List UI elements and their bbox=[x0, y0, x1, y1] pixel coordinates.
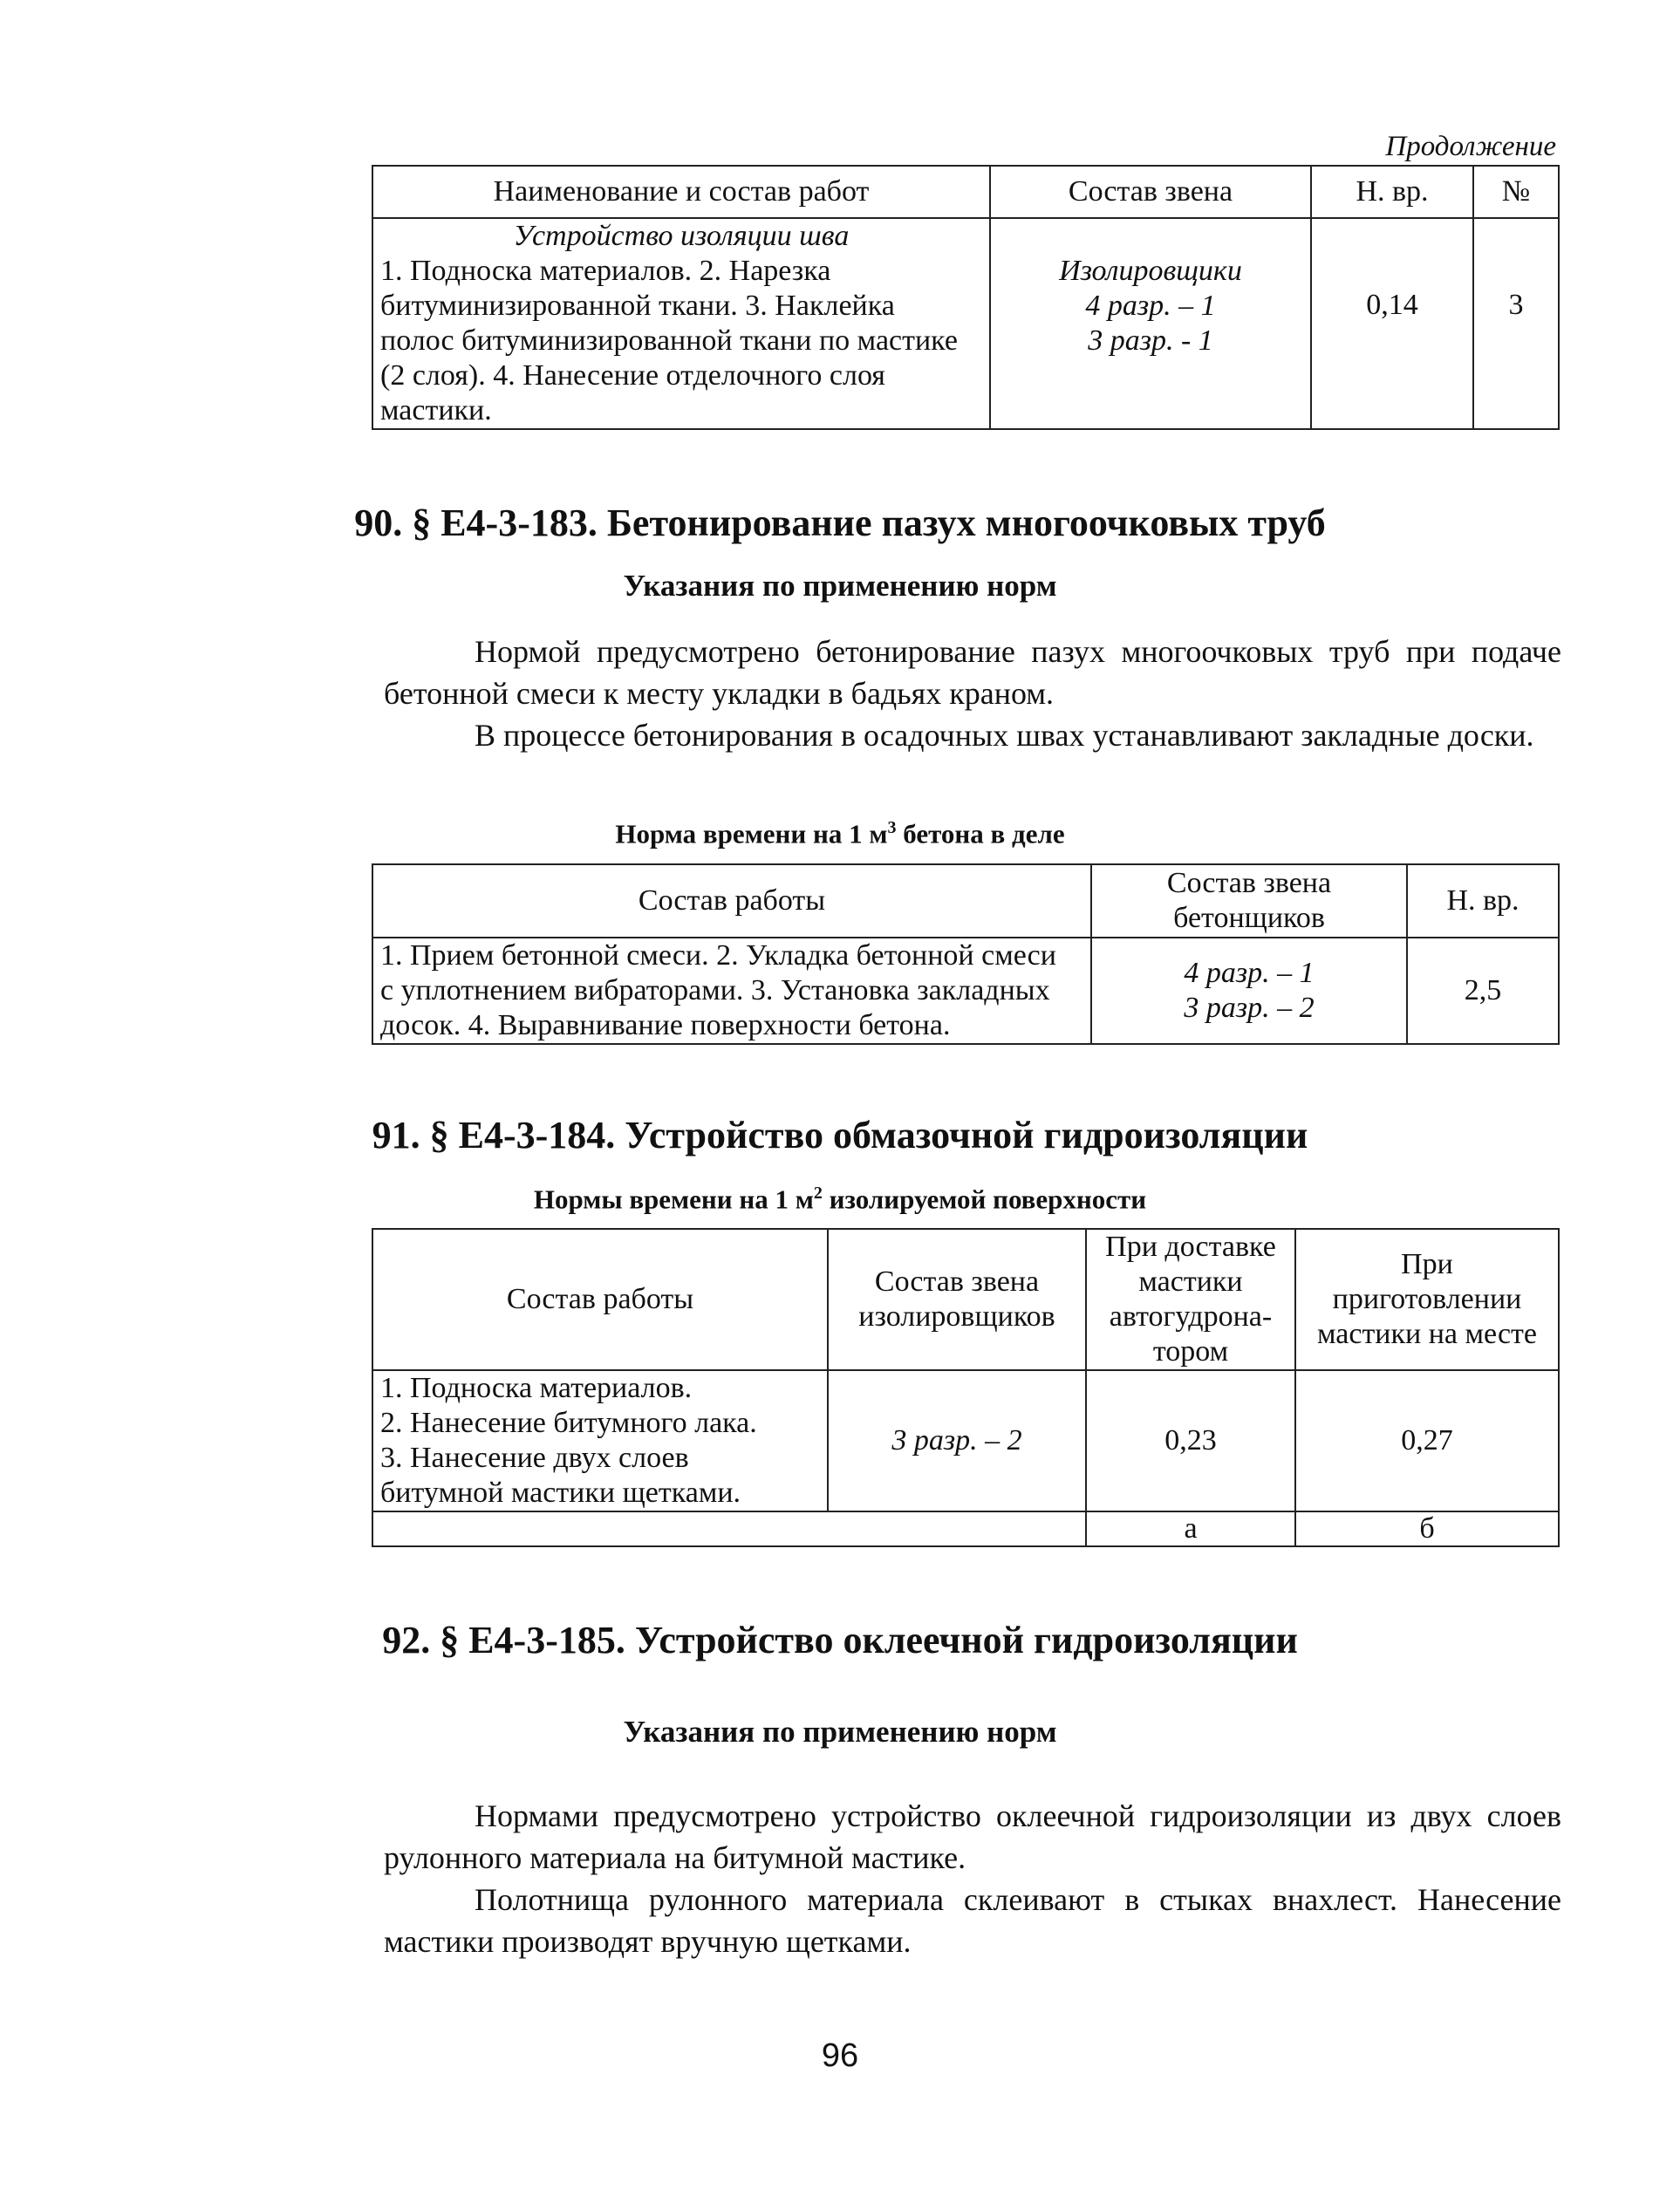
section-92-text bbox=[384, 1795, 1561, 1962]
header-norm: Н. вр. bbox=[1311, 166, 1473, 218]
page-number: 96 bbox=[821, 2037, 859, 2074]
empty-cell bbox=[372, 1511, 1086, 1546]
header-crew: Состав звена бетонщиков bbox=[1091, 864, 1407, 938]
table-row bbox=[372, 1370, 1559, 1511]
work-line: мастики. bbox=[380, 394, 492, 426]
paragraph: Нормами предусмотрено устройство оклеечной гидроизоляции из двух слоев рулонного материала на битумной мастике. bbox=[384, 1798, 1561, 1875]
crew-cell bbox=[990, 218, 1311, 429]
table-section-90 bbox=[372, 863, 1560, 1045]
crew-line: 4 разр. – 1 bbox=[1085, 290, 1216, 322]
section-92-instructions-title: Указания по применению норм bbox=[623, 1715, 1057, 1749]
header-work-name: Наименование и состав работ bbox=[372, 166, 990, 218]
crew-title: Изолировщики bbox=[1059, 255, 1242, 287]
section-91-title: 91. § Е4-3-184. Устройство обмазочной гидроизоляции bbox=[372, 1114, 1308, 1156]
section-90-instructions-title: Указания по применению норм bbox=[623, 569, 1057, 603]
table-row bbox=[372, 1511, 1559, 1546]
work-line: досок. 4. Выравнивание поверхности бетона. bbox=[380, 1009, 951, 1041]
header-norm: Н. вр. bbox=[1407, 864, 1559, 938]
header-crew: Состав звена изолировщиков bbox=[828, 1229, 1086, 1370]
table-header-row bbox=[372, 166, 1559, 218]
paragraph: Полотнища рулонного материала склеивают в стыках внахлест. Нанесение мастики производят вручную щетками. bbox=[384, 1882, 1561, 1959]
continuation-label: Продолжение bbox=[1385, 131, 1556, 162]
work-line: битуминизированной ткани. 3. Наклейка bbox=[380, 290, 895, 322]
norm-cell: 0,14 bbox=[1311, 218, 1473, 429]
crew-cell bbox=[1091, 938, 1407, 1044]
table-header-row bbox=[372, 864, 1559, 938]
work-line: 3. Нанесение двух слоев bbox=[380, 1442, 689, 1474]
header-number: № bbox=[1473, 166, 1559, 218]
crew-cell: 3 разр. – 2 bbox=[828, 1370, 1086, 1511]
table-row bbox=[372, 218, 1559, 429]
section-91-table-caption: Нормы времени на 1 $м^2$ изолируемой поверхности bbox=[533, 1184, 1147, 1215]
work-line: битумной мастики щетками. bbox=[380, 1477, 741, 1509]
header-onsite: При приготовлении мастики на месте bbox=[1295, 1229, 1559, 1370]
table-header-row bbox=[372, 1229, 1559, 1370]
work-line: 1. Подноска материалов. 2. Нарезка bbox=[380, 255, 831, 287]
work-line: 1. Прием бетонной смеси. 2. Укладка бетонной смеси bbox=[380, 939, 1056, 972]
work-line: с уплотнением вибраторами. 3. Установка закладных bbox=[380, 974, 1050, 1006]
paragraph: В процессе бетонирования в осадочных швах устанавливают закладные доски. bbox=[475, 718, 1534, 753]
work-cell bbox=[372, 218, 990, 429]
header-delivery: При доставке мастики автогудрона- тором bbox=[1086, 1229, 1295, 1370]
section-90-text bbox=[384, 631, 1561, 756]
work-cell bbox=[372, 1370, 828, 1511]
crew-line: 3 разр. - 1 bbox=[1088, 324, 1213, 357]
column-b-label: б bbox=[1295, 1511, 1559, 1546]
norm-b-cell: 0,27 bbox=[1295, 1370, 1559, 1511]
section-92-title: 92. § Е4-3-185. Устройство оклеечной гидроизоляции bbox=[382, 1619, 1298, 1661]
work-subtitle: Устройство изоляции шва bbox=[513, 220, 850, 252]
header-work: Состав работы bbox=[372, 1229, 828, 1370]
norm-a-cell: 0,23 bbox=[1086, 1370, 1295, 1511]
header-work: Состав работы bbox=[372, 864, 1091, 938]
column-a-label: а bbox=[1086, 1511, 1295, 1546]
number-cell: 3 bbox=[1473, 218, 1559, 429]
crew-line: 3 разр. – 2 bbox=[1184, 992, 1315, 1024]
crew-line: 4 разр. – 1 bbox=[1184, 957, 1315, 989]
section-90-table-caption: Норма времени на 1 $м^3$ бетона в деле bbox=[615, 818, 1065, 849]
norm-cell: 2,5 bbox=[1407, 938, 1559, 1044]
table-row bbox=[372, 938, 1559, 1044]
work-line: 1. Подноска материалов. bbox=[380, 1372, 693, 1404]
work-line: полос битуминизированной ткани по мастике bbox=[380, 324, 958, 357]
section-90-title: 90. § Е4-3-183. Бетонирование пазух многоочковых труб bbox=[354, 501, 1326, 544]
work-line: (2 слоя). 4. Нанесение отделочного слоя bbox=[380, 359, 885, 392]
table-continuation bbox=[372, 165, 1560, 430]
work-line: 2. Нанесение битумного лака. bbox=[380, 1407, 757, 1439]
paragraph: Нормой предусмотрено бетонирование пазух многоочковых труб при подаче бетонной смеси к месту укладки в бадьях краном. bbox=[384, 634, 1561, 711]
work-cell bbox=[372, 938, 1091, 1044]
header-crew: Состав звена bbox=[990, 166, 1311, 218]
table-section-91 bbox=[372, 1228, 1560, 1547]
